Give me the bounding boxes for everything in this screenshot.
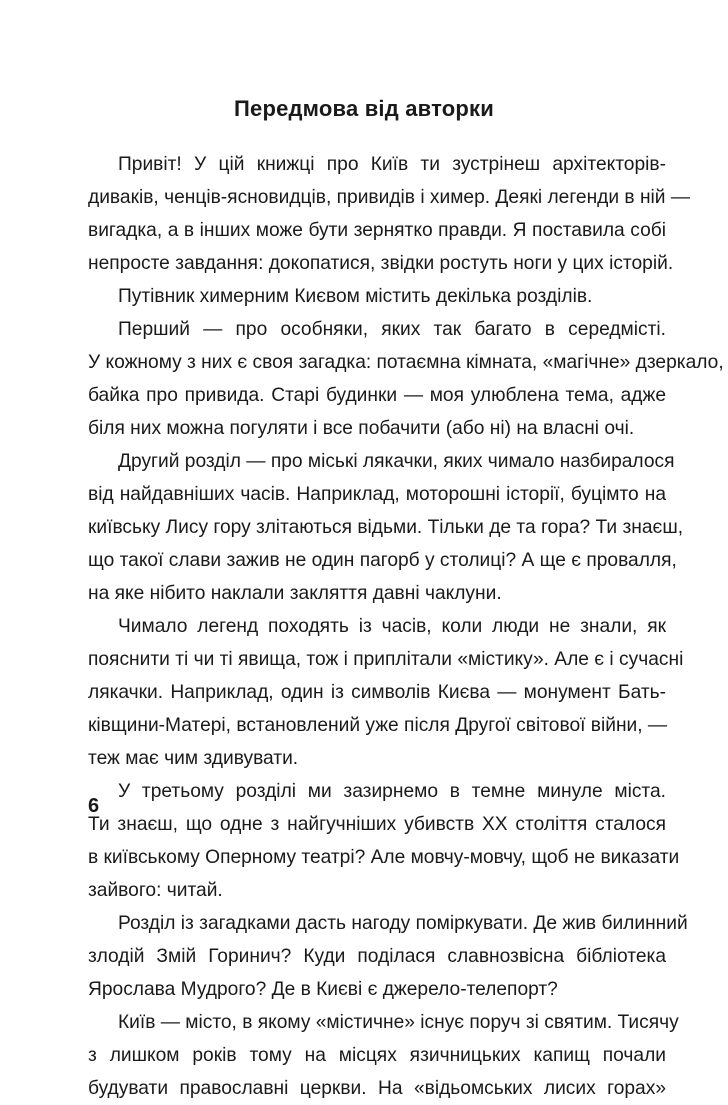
body-text [88,148,724,1105]
text-line: У кожному з них є своя загадка: потаємна кімната, «магічне» дзеркало, [88,352,724,373]
text-line: лякачки. Наприклад, один із символів Києва — монумент Бать- [88,682,666,703]
text-line: з лишком років тому на місцях язичницьких капищ почали [88,1045,666,1066]
text-line: пояснити ті чи ті явища, тож і приплітали «містику». Але є і сучасні [88,649,684,670]
text-line: будувати православні церкви. На «відьомських лисих горах» [88,1078,666,1099]
text-line: злодій Змій Горинич? Куди поділася славнозвісна бібліотека [88,946,666,967]
text-line: Ярослава Мудрого? Де в Києві є джерело-телепорт? [88,979,558,1000]
text-line: Перший — про особняки, яких так багато в середмісті. [118,319,666,340]
text-line: на яке нібито наклали закляття давні чаклуни. [88,583,502,604]
text-line: в київському Оперному театрі? Але мовчу-мовчу, щоб не виказати [88,847,680,868]
text-line: київську Лису гору злітаються відьми. Тільки де та гора? Ти знаєш, [88,517,684,538]
text-line: зайвого: читай. [88,880,223,901]
text-line: байка про привида. Старі будинки — моя улюблена тема, адже [88,385,666,406]
text-line: Привіт! У цій книжці про Київ ти зустрінеш архітекторів- [118,154,666,175]
text-line: вигадка, а в інших може бути зернятко правди. Я поставила собі [88,220,666,241]
text-line: Чимало легенд походять із часів, коли люди не знали, як [118,616,666,637]
text-line: від найдавніших часів. Наприклад, моторошні історії, буцімто на [88,484,666,505]
text-line: Київ — місто, в якому «містичне» існує поруч зі святим. Тисячу [118,1012,679,1033]
text-line: Ти знаєш, що одне з найгучніших убивств XX століття сталося [88,814,666,835]
text-line: непросте завдання: докопатися, звідки ростуть ноги у цих історій. [88,253,674,274]
text-line: що такої слави зажив не один пагорб у столиці? А ще є провалля, [88,550,677,571]
page-title: Передмова від авторки [234,96,494,121]
page-number: 6 [88,795,100,817]
text-line: ківщини-Матері, встановлений уже після Другої світової війни, — [88,715,668,736]
text-line: теж має чим здивувати. [88,748,299,769]
text-line: Розділ із загадками дасть нагоду поміркувати. Де жив билинний [118,913,688,934]
text-line: Путівник химерним Києвом містить декілька розділів. [118,286,593,307]
text-line: біля них можна погуляти і все побачити (або ні) на власні очі. [88,418,635,439]
text-line: У третьому розділі ми зазирнемо в темне минуле міста. [118,781,666,802]
text-line: диваків, ченців-ясновидців, привидів і химер. Деякі легенди в ній — [88,187,691,208]
text-line: Другий розділ — про міські лякачки, яких чимало назбиралося [118,451,675,472]
